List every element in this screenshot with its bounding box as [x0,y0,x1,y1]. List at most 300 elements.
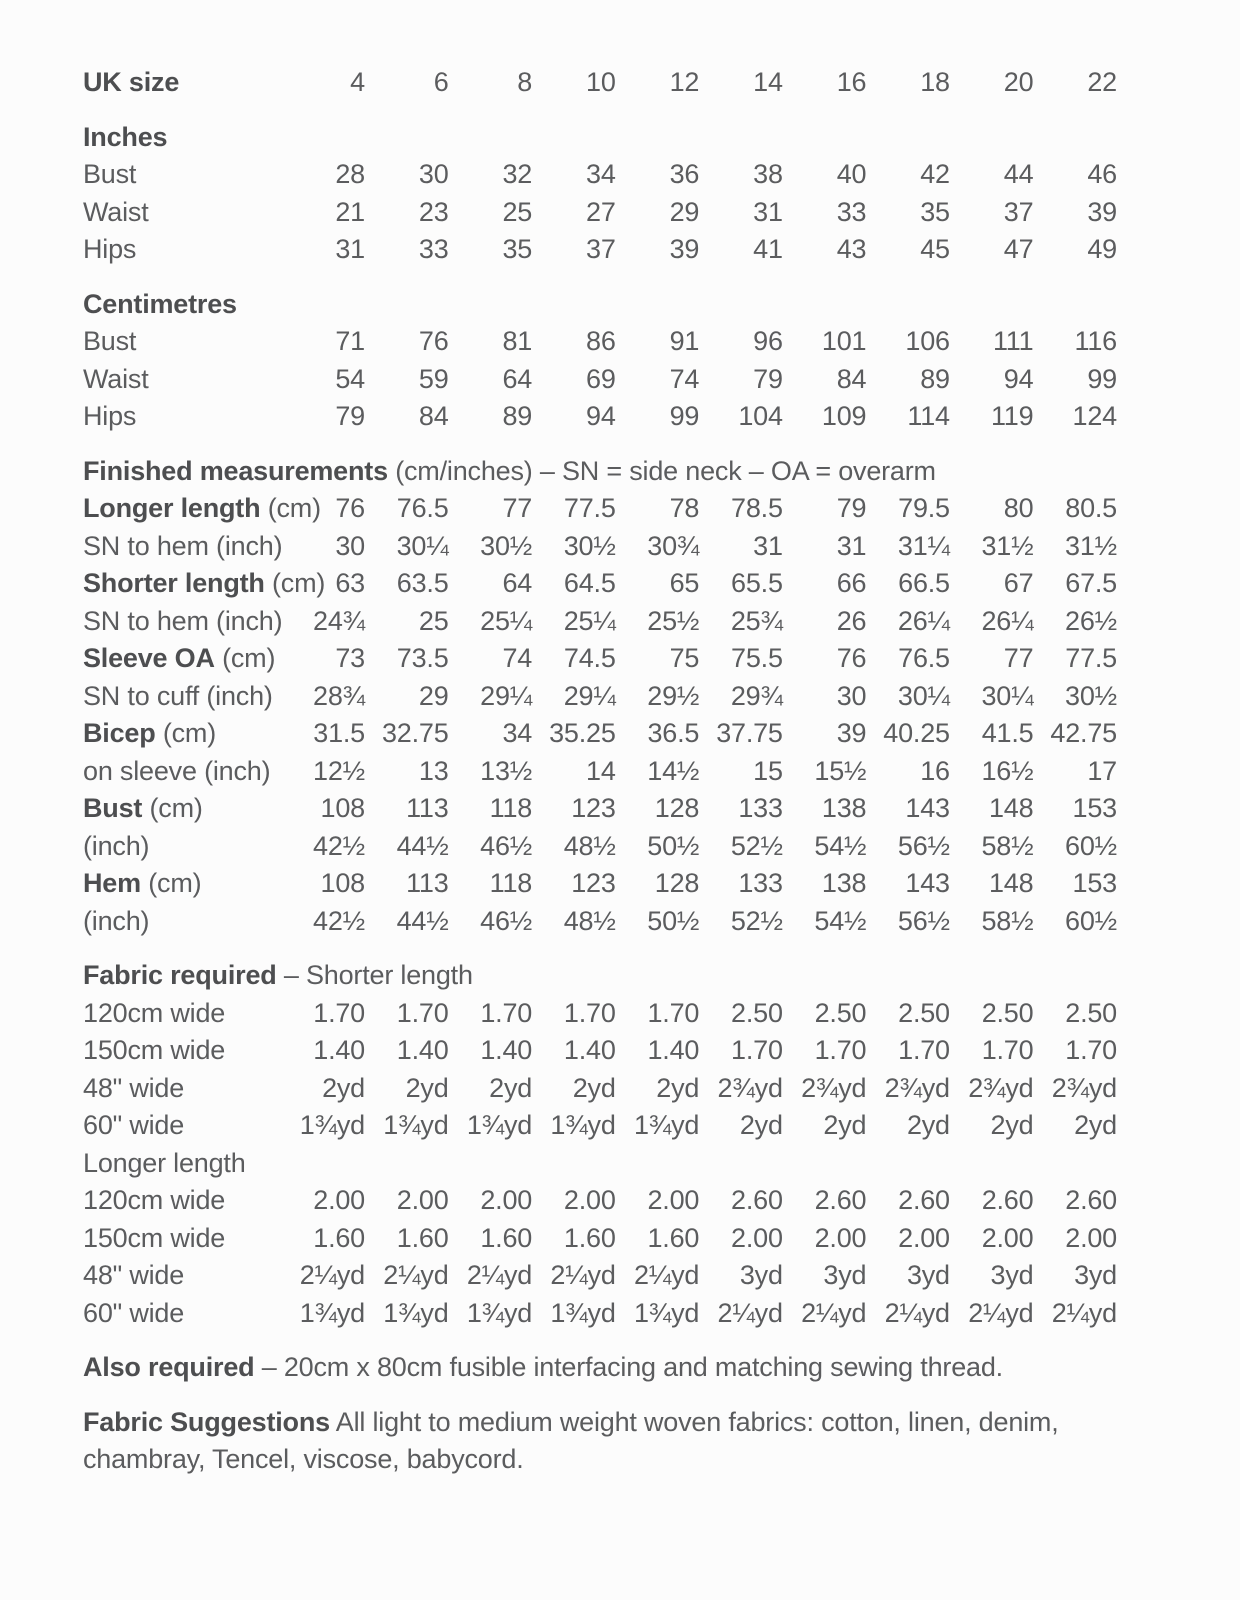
value-cell: 29¾ [730,680,783,711]
value-cell: 76.5 [898,643,950,673]
value-cell: 2.50 [898,997,950,1028]
value-cell: 15½ [814,755,867,786]
value-cell: 13 [418,755,449,786]
value-cell: 143 [905,868,950,898]
value-cell: 30¼ [396,530,449,561]
table-row [83,903,1117,941]
value-cell: 32 [502,159,533,189]
also-required-label: Also required [83,1352,255,1382]
value-cell: 104 [738,401,783,431]
value-cell: 58½ [981,830,1034,861]
value-cell: 39 [1087,196,1117,227]
row-label-text: (cm) [155,718,217,748]
row-label [83,323,136,361]
value-cell: 73.5 [396,643,449,673]
table-row [83,565,1117,603]
value-cell: 25 [418,605,449,636]
row-label-text: (cm) [264,568,326,598]
value-cell: 36.5 [647,718,700,748]
value-cell: 30¼ [897,680,950,711]
value-cell: 31.5 [313,718,365,748]
value-cell: 37 [586,234,616,264]
value-cell: 77.5 [1065,643,1117,673]
value-cell: 17 [1087,755,1117,786]
value-cell: 1¾yd [383,1297,449,1328]
value-cell: 2.60 [898,1185,950,1215]
section-title-text: Inches [83,121,168,152]
row-label-bold: Longer length [83,493,261,523]
value-cell: 2¼yd [717,1297,783,1328]
value-cell: 54 [335,363,365,394]
value-cell: 29 [418,680,449,711]
value-cell: 143 [905,793,950,823]
value-cell: 31 [753,530,783,561]
table-row [83,790,1117,828]
row-label [83,64,179,102]
value-cell: 2.60 [731,1185,783,1215]
value-cell: 1.70 [563,997,616,1028]
value-cell: 123 [571,793,616,823]
value-cell: 2¼yd [550,1260,616,1290]
value-cell: 1.70 [1065,1035,1117,1065]
value-cell: 133 [738,793,783,823]
value-cell: 26½ [1065,605,1117,636]
value-cell: 75.5 [731,643,783,673]
value-cell: 38 [753,159,783,189]
table-row [83,323,1117,361]
row-label-text: (cm) [260,493,321,523]
value-cell: 79 [753,363,783,394]
row-label [83,1145,246,1183]
section-title-inches [83,119,1117,157]
row-label-text: Bust [83,326,137,356]
value-cell: 54½ [814,830,867,861]
value-cell: 101 [821,326,867,356]
value-cell: 29½ [647,680,700,711]
value-cell: 29¼ [480,680,533,711]
value-cell: 3yd [990,1260,1034,1290]
fabric-required-section [83,957,1117,1332]
row-label [83,1220,225,1258]
value-cell: 64 [502,363,533,394]
value-cell: 65.5 [731,568,783,598]
value-cell: 1.70 [898,1035,950,1065]
value-cell: 44 [1003,159,1034,189]
value-cell: 31½ [981,530,1034,561]
table-row [83,490,1117,528]
value-cell: 2¾yd [801,1072,867,1103]
value-cell: 1.70 [480,997,533,1028]
value-cell: 1.40 [313,1035,365,1065]
value-cell: 42.75 [1050,718,1117,748]
row-label-text: SN to hem (inch) [83,530,283,561]
row-label-text: 48" wide [83,1072,185,1103]
value-cell: 76 [335,493,365,523]
value-cell: 28 [335,159,365,189]
value-cell: 1¾yd [633,1297,700,1328]
value-cell: 124 [1072,401,1117,431]
value-cell: 6 [433,67,449,97]
row-label-text: Hips [83,234,137,264]
value-cell: 47 [1003,234,1034,264]
finished-measurements-table [83,490,1117,940]
value-cell: 54½ [814,905,867,936]
value-cell: 49 [1087,234,1117,264]
row-label-text: (inch) [83,830,150,861]
value-cell: 153 [1072,793,1117,823]
value-cell: 2¼yd [968,1297,1034,1328]
row-label [83,565,325,603]
value-cell: 113 [406,793,449,823]
value-cell: 84 [836,363,867,394]
row-label-text: Longer length [83,1147,246,1178]
value-cell: 1¾yd [383,1110,449,1140]
value-cell: 116 [1074,326,1117,356]
row-values [83,1295,1117,1333]
value-cell: 148 [988,793,1034,823]
value-cell: 2¾yd [968,1072,1034,1103]
value-cell: 34 [586,159,616,189]
row-label-bold: UK size [83,67,180,97]
fabric-required-table [83,995,1117,1333]
row-label-text: (cm) [140,868,202,898]
row-label-text: (inch) [83,905,150,936]
value-cell: 1.70 [981,1035,1034,1065]
value-cell: 41.5 [981,718,1034,748]
table-row [83,828,1117,866]
value-cell: 31½ [1065,530,1117,561]
value-cell: 99 [1087,363,1117,394]
row-values [83,64,1117,102]
centimetres-table [83,323,1117,436]
row-values [83,1032,1117,1070]
value-cell: 21 [335,196,365,227]
table-row [83,361,1117,399]
value-cell: 35 [502,234,533,264]
value-cell: 79 [335,401,365,431]
table-row [83,1182,1117,1220]
value-cell: 48½ [563,905,616,936]
value-cell: 44½ [396,905,449,936]
value-cell: 138 [821,793,867,823]
row-label [83,231,136,269]
table-row [83,603,1117,641]
row-label-bold: Bicep [83,718,156,748]
value-cell: 3yd [739,1260,783,1290]
value-cell: 23 [418,196,449,227]
section-title-text: Fabric required [83,960,277,990]
value-cell: 46½ [480,905,533,936]
value-cell: 2.50 [731,997,783,1028]
value-cell: 81 [502,326,533,356]
row-label [83,1182,225,1220]
value-cell: 52½ [730,830,783,861]
value-cell: 2.00 [731,1222,783,1253]
value-cell: 35.25 [549,718,616,748]
value-cell: 118 [489,793,533,823]
value-cell: 79 [836,493,867,523]
row-label-text: SN to hem (inch) [83,605,283,636]
row-label [83,640,275,678]
table-row [83,1145,1117,1183]
value-cell: 42½ [313,830,365,861]
value-cell: 123 [571,868,616,898]
value-cell: 50½ [647,905,700,936]
value-cell: 16 [920,755,950,786]
value-cell: 76.5 [396,493,449,523]
row-label [83,865,201,903]
value-cell: 119 [990,401,1034,431]
value-cell: 153 [1072,868,1117,898]
value-cell: 30¾ [647,530,700,561]
value-cell: 63 [335,568,365,598]
value-cell: 40.25 [883,718,950,748]
value-cell: 64.5 [563,568,616,598]
value-cell: 30 [418,159,449,189]
inches-section [83,119,1117,269]
value-cell: 2.00 [814,1222,867,1253]
row-label-text: 60" wide [83,1297,185,1328]
value-cell: 41 [753,234,783,264]
value-cell: 30½ [480,530,533,561]
value-cell: 42 [920,159,950,189]
value-cell: 2¼yd [299,1260,365,1290]
centimetres-section [83,286,1117,436]
value-cell: 2yd [572,1072,616,1103]
value-cell: 36 [669,159,700,189]
value-cell: 2.00 [563,1185,616,1215]
table-row [83,678,1117,716]
row-values [83,231,1117,269]
row-label [83,398,136,436]
value-cell: 1.70 [814,1035,867,1065]
value-cell: 52½ [730,905,783,936]
value-cell: 40 [836,159,867,189]
value-cell: 1¾yd [466,1110,533,1140]
value-cell: 128 [654,868,700,898]
value-cell: 74.5 [563,643,616,673]
value-cell: 45 [920,234,950,264]
value-cell: 37 [1003,196,1034,227]
row-label [83,903,149,941]
row-label-text: 120cm wide [83,1185,226,1215]
row-values [83,828,1117,866]
value-cell: 2.60 [1065,1185,1117,1215]
row-label-bold: Shorter length [83,568,265,598]
value-cell: 15 [753,755,783,786]
table-row [83,1107,1117,1145]
value-cell: 73 [335,643,365,673]
value-cell: 3yd [906,1260,950,1290]
value-cell: 60½ [1065,905,1117,936]
value-cell: 74 [669,363,700,394]
value-cell: 1.60 [647,1222,700,1253]
row-values [83,715,1117,753]
value-cell: 30 [836,680,867,711]
value-cell: 16½ [981,755,1034,786]
table-row [83,64,1117,102]
value-cell: 3yd [1074,1260,1117,1290]
table-row [83,528,1117,566]
value-cell: 25¾ [730,605,783,636]
row-label [83,790,203,828]
value-cell: 30½ [563,530,616,561]
value-cell: 58½ [981,905,1034,936]
value-cell: 2.50 [1065,997,1117,1028]
value-cell: 2¼yd [884,1297,950,1328]
row-label [83,715,216,753]
row-label [83,1295,184,1333]
value-cell: 24¾ [313,605,365,636]
value-cell: 1.70 [313,997,365,1028]
value-cell: 43 [836,234,867,264]
row-label [83,828,149,866]
uk-size-section [83,64,1117,102]
inches-table [83,156,1117,269]
row-values [83,1220,1117,1258]
row-values [83,361,1117,399]
value-cell: 77 [502,493,533,523]
value-cell: 63.5 [396,568,449,598]
row-label-text: 120cm wide [83,997,226,1028]
value-cell: 39 [836,718,867,748]
row-label-text: (cm) [214,643,276,673]
value-cell: 22 [1087,67,1117,97]
row-label [83,490,321,528]
table-row [83,1032,1117,1070]
value-cell: 114 [907,401,950,431]
table-row [83,1257,1117,1295]
value-cell: 26¼ [897,605,950,636]
value-cell: 74 [502,643,533,673]
value-cell: 46½ [480,830,533,861]
row-label [83,1257,184,1295]
row-label [83,678,273,716]
value-cell: 27 [586,196,616,227]
value-cell: 30 [335,530,365,561]
value-cell: 2¼yd [1051,1297,1117,1328]
value-cell: 65 [669,568,700,598]
value-cell: 108 [320,793,365,823]
value-cell: 2yd [1074,1110,1117,1140]
value-cell: 2.00 [898,1222,950,1253]
value-cell: 35 [920,196,950,227]
value-cell: 31 [836,530,867,561]
table-row [83,715,1117,753]
uk-size-table [83,64,1117,102]
value-cell: 12½ [313,755,365,786]
value-cell: 60½ [1065,830,1117,861]
value-cell: 108 [320,868,365,898]
row-label-text: Bust [83,159,137,189]
table-row [83,398,1117,436]
value-cell: 138 [821,868,867,898]
value-cell: 29¼ [563,680,616,711]
value-cell: 1¾yd [466,1297,533,1328]
row-label [83,1107,184,1145]
value-cell: 1.60 [313,1222,365,1253]
value-cell: 106 [905,326,950,356]
row-label-text: on sleeve (inch) [83,755,271,786]
value-cell: 78.5 [731,493,783,523]
value-cell: 39 [669,234,700,264]
value-cell: 26¼ [981,605,1034,636]
value-cell: 2yd [405,1072,449,1103]
value-cell: 2¼yd [466,1260,533,1290]
value-cell: 2¼yd [801,1297,867,1328]
row-label-bold: Hem [83,868,141,898]
value-cell: 78 [669,493,700,523]
value-cell: 99 [669,401,700,431]
table-row [83,640,1117,678]
value-cell: 79.5 [898,493,950,523]
value-cell: 113 [406,868,449,898]
value-cell: 1.70 [731,1035,783,1065]
table-row [83,1295,1117,1333]
row-values [83,323,1117,361]
row-label-text: Waist [83,196,149,227]
value-cell: 67.5 [1065,568,1117,598]
value-cell: 64 [502,568,533,598]
section-title-centimetres [83,286,1117,324]
finished-measurements-section [83,453,1117,941]
row-values [83,790,1117,828]
value-cell: 14 [753,67,783,97]
table-row [83,1070,1117,1108]
value-cell: 25¼ [480,605,533,636]
row-label [83,528,282,566]
value-cell: 56½ [897,830,950,861]
value-cell: 50½ [647,830,700,861]
value-cell: 2.00 [313,1185,365,1215]
value-cell: 1¾yd [550,1110,616,1140]
value-cell: 14½ [647,755,700,786]
value-cell: 1.60 [563,1222,616,1253]
value-cell: 2yd [990,1110,1034,1140]
value-cell: 1¾yd [550,1297,616,1328]
value-cell: 76 [418,326,449,356]
value-cell: 25¼ [563,605,616,636]
value-cell: 29 [669,196,700,227]
value-cell: 80 [1003,493,1034,523]
value-cell: 14 [586,755,616,786]
row-values [83,1182,1117,1220]
also-required-note [83,1349,1117,1387]
value-cell: 91 [669,326,700,356]
value-cell: 2yd [322,1072,365,1103]
value-cell: 28¾ [313,680,365,711]
row-label [83,603,282,641]
table-row [83,194,1117,232]
value-cell: 67 [1003,568,1034,598]
section-title-text: Centimetres [83,288,237,319]
value-cell: 76 [836,643,867,673]
value-cell: 148 [988,868,1034,898]
value-cell: 26 [836,605,867,636]
value-cell: 2yd [906,1110,950,1140]
table-row [83,865,1117,903]
row-label-text: 150cm wide [83,1035,226,1065]
value-cell: 16 [836,67,867,97]
row-label-text: Hips [83,401,137,431]
value-cell: 2¾yd [717,1072,783,1103]
value-cell: 2¾yd [884,1072,950,1103]
value-cell: 48½ [563,830,616,861]
value-cell: 1.70 [647,997,700,1028]
row-label [83,1070,184,1108]
value-cell: 2¼yd [383,1260,449,1290]
value-cell: 2.00 [981,1222,1034,1253]
